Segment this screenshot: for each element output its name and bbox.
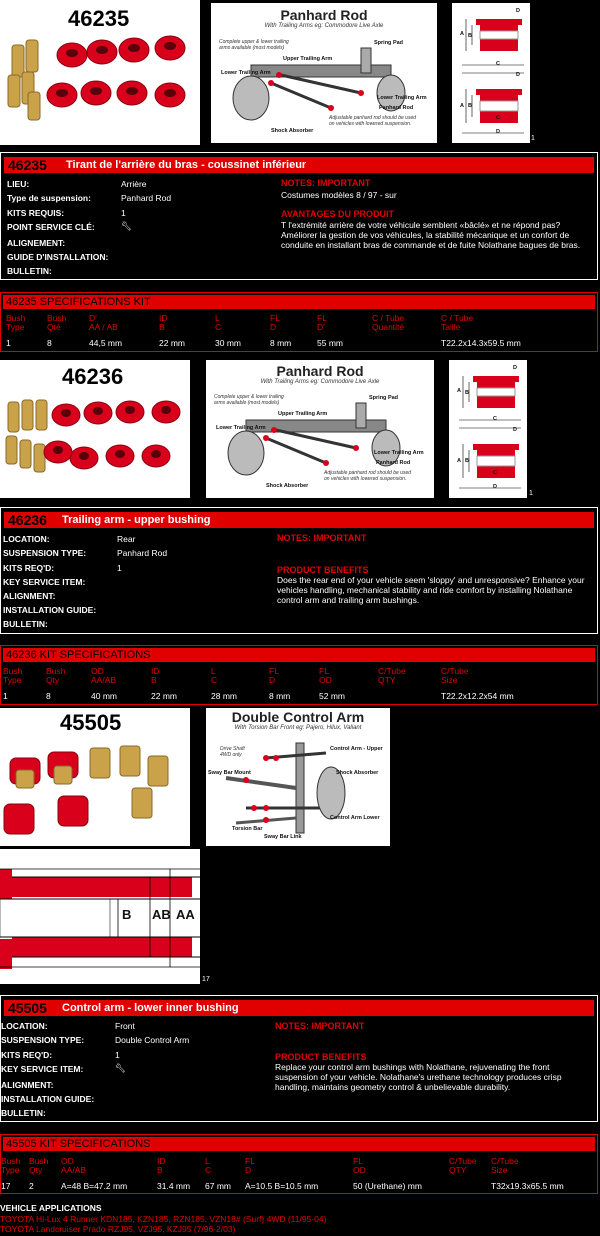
- spec-col-header-text: OD: [61, 1156, 74, 1166]
- spec-col-header-text: B: [151, 675, 157, 685]
- notes-heading: NOTES: IMPORTANT: [281, 178, 371, 188]
- spec-col-header-text: Bush: [46, 666, 66, 676]
- application-item[interactable]: TOYOTA Landcruiser Prado RZJ95, VZJ95, KZJ95 (7/96-2/03): [0, 1224, 236, 1234]
- spec-col-header-text: ID: [157, 1156, 166, 1166]
- spec-col-header-text: Qty: [46, 675, 60, 685]
- spec-col-header-text: Bush: [29, 1156, 49, 1166]
- spec-col-header-text: L: [211, 666, 216, 676]
- figure-number: 1: [531, 135, 535, 142]
- dim-label-a: A: [460, 31, 464, 37]
- figure-number: 17: [202, 976, 210, 983]
- bushing-dimension-figure: [449, 360, 527, 498]
- spec-col-header-text: Size: [441, 675, 458, 685]
- field-label: BULLETIN:: [7, 266, 52, 276]
- product-photo: [0, 0, 200, 145]
- spec-col-header-text: D': [89, 313, 97, 323]
- benefits-heading: PRODUCT BENEFITS: [277, 565, 369, 575]
- spec-col-header-text: C: [211, 675, 218, 685]
- dim-label-a: A: [457, 458, 461, 464]
- field-value: Panhard Rod: [121, 193, 172, 203]
- spec-value: A=48 B=47.2 mm: [61, 1181, 128, 1191]
- spec-col-header-text: AA / AB: [89, 322, 118, 332]
- spec-col-header-text: C / Tube: [441, 313, 474, 323]
- notes-text: Costumes modèles 8 / 97 - sur: [281, 190, 397, 200]
- spec-col-header-text: Bush: [1, 1156, 21, 1166]
- field-label: KEY SERVICE ITEM:: [3, 577, 86, 587]
- spec-col-header: [61, 1157, 86, 1175]
- field-label: SUSPENSION TYPE:: [3, 548, 87, 558]
- diagram-label: Upper Trailing Arm: [283, 56, 333, 62]
- spec-col-header-text: Qty: [29, 1165, 43, 1175]
- spec-col-header: [46, 667, 65, 685]
- dim-label-a: A: [457, 388, 461, 394]
- field-label: KITS REQ'D:: [3, 563, 55, 573]
- applications-heading: VEHICLE APPLICATIONS: [0, 1203, 102, 1213]
- field-label: POINT SERVICE CLÉ:: [7, 222, 95, 232]
- diagram-title: Double Control Arm: [231, 709, 365, 725]
- spec-value: 52 mm: [319, 691, 345, 701]
- benefits-text: Replace your control arm bushings with Nolathane, rejuvenating the front suspension of your vehicle. Nolathane's urethane technology produces crisp handling, maintains geometry control & unbelievable durability.: [275, 1062, 562, 1092]
- spec-col-header-text: D: [269, 675, 276, 685]
- spec-col-header: [317, 314, 327, 332]
- spec-value: 28 mm: [211, 691, 237, 701]
- dim-label-ab: AB: [152, 907, 171, 922]
- spec-col-header-text: Quantité: [372, 322, 405, 332]
- spec-col-header: [372, 314, 404, 332]
- spec-col-header-text: OD: [353, 1165, 366, 1175]
- spec-col-header: [3, 667, 22, 685]
- product-photo: [0, 708, 190, 846]
- field-value: 1: [117, 563, 122, 573]
- field-label: INSTALLATION GUIDE:: [1, 1094, 95, 1104]
- dim-label-d: D: [513, 427, 517, 433]
- spec-value: 2: [29, 1181, 34, 1191]
- diagram-label: Panhard Rod: [379, 105, 414, 111]
- spec-value: 8 mm: [269, 691, 291, 701]
- panel-title: Tirant de l'arrière du bras - coussinet inférieur: [66, 159, 307, 171]
- spec-col-header-text: C/Tube: [449, 1156, 477, 1166]
- panel-code: 45505: [8, 1000, 47, 1016]
- diagram-label: Shock Absorber: [266, 483, 309, 489]
- spec-table: [0, 292, 598, 352]
- bushing-dimension-figure: [0, 849, 200, 984]
- dim-label-b: B: [122, 907, 132, 922]
- spec-col-header-text: L: [205, 1156, 210, 1166]
- spec-col-header: [211, 667, 217, 685]
- diagram-label: Torsion Bar: [232, 826, 263, 832]
- diagram-note: Drive Shaft 4WD only: [220, 746, 245, 758]
- spec-col-header: [491, 1157, 519, 1175]
- spec-col-header-text: AA/AB: [91, 675, 117, 685]
- spec-value: A=10.5 B=10.5 mm: [245, 1181, 319, 1191]
- spec-value: 67 mm: [205, 1181, 231, 1191]
- diagram-label: Upper Trailing Arm: [278, 411, 328, 417]
- spec-heading: 46236 KIT SPECIFICATIONS: [3, 648, 595, 662]
- field-label: BULLETIN:: [3, 619, 48, 629]
- field-label: KEY SERVICE ITEM:: [1, 1064, 84, 1074]
- wrench-icon: 🔧︎: [115, 1063, 126, 1073]
- diagram-label: Spring Pad: [369, 395, 399, 401]
- spec-col-header-text: QTY: [449, 1165, 467, 1175]
- field-label: INSTALLATION GUIDE:: [3, 605, 97, 615]
- spec-col-header: [319, 667, 332, 685]
- field-label: KITS REQ'D:: [1, 1050, 53, 1060]
- spec-col-header-text: ID: [151, 666, 160, 676]
- dim-label-aa: AA: [176, 907, 195, 922]
- diagram-subtitle: With Torsion Bar Front eg: Pajero, Hilux, Valiant: [234, 725, 362, 731]
- spec-col-header: [151, 667, 160, 685]
- diagram-label: Spring Pad: [374, 40, 404, 46]
- spec-col-header: [378, 667, 406, 685]
- diagram-note: Complete upper & lower trailing arms available (most models): [219, 39, 289, 51]
- diagram-subtitle: With Trailing Arms eg: Commodore Live Axle: [260, 379, 380, 385]
- field-value: Panhard Rod: [117, 548, 168, 558]
- diagram-title: Panhard Rod: [276, 363, 364, 379]
- diagram-label: Lower Trailing Arm: [221, 70, 271, 76]
- benefits-text: Does the rear end of your vehicle seem 'sloppy' and unresponsive? Enhance your vehicles handling, mechanical stability and ride comfort by installing Nolathane control arm and trailing arm bushings.: [277, 575, 585, 605]
- figure-number: 1: [529, 490, 533, 497]
- suspension-diagram: [206, 708, 390, 846]
- spec-table: [0, 1134, 598, 1194]
- spec-col-header-text: OD: [91, 666, 104, 676]
- benefits-heading: AVANTAGES DU PRODUIT: [281, 209, 395, 219]
- spec-col-header-text: Size: [491, 1165, 508, 1175]
- product-photo: [0, 360, 190, 498]
- bushings-image: [0, 360, 190, 498]
- field-label: ALIGNEMENT:: [7, 238, 66, 248]
- field-label: Type de suspension:: [7, 193, 91, 203]
- spec-col-header: [157, 1157, 166, 1175]
- dim-label-a: A: [460, 103, 464, 109]
- diagram-subtitle: With Trailing Arms eg: Commodore Live Axle: [264, 23, 384, 29]
- notes-heading: NOTES: IMPORTANT: [277, 533, 367, 543]
- spec-col-header: [89, 314, 118, 332]
- spec-col-header: [159, 314, 168, 332]
- spec-table: [0, 645, 598, 705]
- spec-col-header-text: OD: [319, 675, 332, 685]
- spec-value: 44,5 mm: [89, 338, 123, 348]
- field-label: ALIGNMENT:: [1, 1080, 54, 1090]
- application-item[interactable]: TOYOTA Hi-Lux 4 Runner KDN185, KZN185, RZN185, VZN18# (Surf) 4WD (11/95-04): [0, 1214, 327, 1224]
- spec-col-header-text: FL: [269, 666, 279, 676]
- field-label: LOCATION:: [3, 534, 50, 544]
- field-value: Arrière: [121, 179, 147, 189]
- field-value: Double Control Arm: [115, 1035, 190, 1045]
- spec-value: 50 (Urethane) mm: [353, 1181, 422, 1191]
- spec-value: 30 mm: [215, 338, 241, 348]
- spec-col-header: [29, 1157, 48, 1175]
- panel-header: [4, 1000, 594, 1016]
- spec-col-header-text: AA/AB: [61, 1165, 87, 1175]
- diagram-label: Panhard Rod: [376, 460, 411, 466]
- spec-col-header-text: B: [157, 1165, 163, 1175]
- spec-col-header-text: C/Tube: [491, 1156, 519, 1166]
- panel-code: 46236: [8, 512, 47, 528]
- field-label: LOCATION:: [1, 1021, 48, 1031]
- field-label: LIEU:: [7, 179, 30, 189]
- notes-heading: NOTES: IMPORTANT: [275, 1021, 365, 1031]
- spec-col-header: [1, 1157, 20, 1175]
- field-value: Rear: [117, 534, 136, 544]
- spec-col-header: [245, 1157, 255, 1175]
- spec-heading: 46235 SPECIFICATIONS KIT: [3, 295, 595, 309]
- diagram-label: Sway Bar Link: [264, 834, 302, 840]
- benefits-text: T l'extrémité arrière de votre véhicule semblent «bâclé» et ne répond pas? Améliorer la gestion de vos véhicules, la stabilité mécanique et un confort de conduite en installant bras de commande et de fuite Nolathane bagues de bras.: [281, 220, 581, 250]
- spec-col-header-text: Bush: [3, 666, 23, 676]
- spec-col-header: [215, 314, 221, 332]
- panel-code: 46235: [8, 157, 47, 173]
- spec-col-header-text: FL: [245, 1156, 255, 1166]
- spec-col-header-text: Qté: [47, 322, 61, 332]
- field-label: ALIGNMENT:: [3, 591, 56, 601]
- spec-value: 22 mm: [159, 338, 185, 348]
- field-label: BULLETIN:: [1, 1108, 46, 1118]
- spec-value: 8: [46, 691, 51, 701]
- diagram-label: Sway Bar Mount: [208, 770, 251, 776]
- spec-col-header-text: C/Tube: [378, 666, 406, 676]
- spec-col-header-text: Bush: [6, 313, 26, 323]
- dim-label-b: B: [465, 390, 469, 396]
- spec-col-header: [6, 314, 25, 332]
- diagram-label: Shock Absorber: [336, 770, 379, 776]
- spec-col-header-text: Taille: [441, 322, 461, 332]
- product-code: 45505: [60, 710, 122, 735]
- spec-col-header-text: B: [159, 322, 165, 332]
- spec-col-header: [205, 1157, 211, 1175]
- spec-col-header-text: D': [317, 322, 325, 332]
- dim-label-c: C: [493, 416, 497, 422]
- dim-label-d: D: [516, 8, 520, 14]
- spec-value: 31.4 mm: [157, 1181, 191, 1191]
- bushings-image: [0, 0, 200, 145]
- diagram-label: Shock Absorber: [271, 128, 314, 134]
- product-code: 46235: [68, 6, 130, 31]
- dim-label-c: C: [496, 115, 500, 121]
- spec-col-header-text: Type: [1, 1165, 20, 1175]
- spec-col-header-text: D: [245, 1165, 252, 1175]
- product-info-panel: [0, 995, 598, 1122]
- spec-value: 1: [3, 691, 8, 701]
- diagram-label: Control Arm - Upper: [330, 746, 383, 752]
- spec-col-header-text: D: [270, 322, 277, 332]
- bushings-image: [0, 708, 190, 846]
- dim-label-d: D: [493, 484, 497, 490]
- spec-col-header-text: L: [215, 313, 220, 323]
- spec-value: T32x19.3x65.5 mm: [491, 1181, 564, 1191]
- panel-title: Trailing arm - upper bushing: [62, 514, 211, 526]
- diagram-note: Adjustable panhard rod should be used on vehicles with lowered suspension.: [329, 115, 417, 127]
- suspension-diagram: [211, 3, 437, 143]
- dim-label-d: D: [496, 129, 500, 135]
- spec-col-header-text: C/Tube: [441, 666, 469, 676]
- field-label: SUSPENSION TYPE:: [1, 1035, 85, 1045]
- spec-value: 17: [1, 1181, 11, 1191]
- spec-col-header-text: QTY: [378, 675, 396, 685]
- suspension-diagram: [206, 360, 434, 498]
- field-value: 1: [115, 1050, 120, 1060]
- spec-col-header-text: C: [215, 322, 222, 332]
- spec-col-header-text: Type: [3, 675, 22, 685]
- spec-value: 22 mm: [151, 691, 177, 701]
- dim-label-c: C: [493, 470, 497, 476]
- spec-col-header: [353, 1157, 366, 1175]
- diagram-note: Adjustable panhard rod should be used on vehicles with lowered suspension.: [324, 470, 412, 482]
- spec-col-header: [441, 667, 469, 685]
- panel-header: [4, 512, 594, 528]
- product-info-panel: [0, 507, 598, 634]
- spec-col-header: [449, 1157, 477, 1175]
- diagram-title: Panhard Rod: [280, 7, 368, 23]
- field-value: 1: [121, 208, 126, 218]
- spec-col-header-text: C: [205, 1165, 212, 1175]
- diagram-note: Complete upper & lower trailing arms available (most models): [214, 394, 284, 406]
- diagram-label: Lower Trailing Arm: [377, 95, 427, 101]
- spec-col-header: [91, 667, 116, 685]
- spec-value: 1: [6, 338, 11, 348]
- field-label: GUIDE D'INSTALLATION:: [7, 252, 109, 262]
- field-value: Front: [115, 1021, 135, 1031]
- spec-value: 8 mm: [270, 338, 292, 348]
- spec-col-header-text: FL: [319, 666, 329, 676]
- product-info-panel: [0, 152, 598, 280]
- panel-title: Control arm - lower inner bushing: [62, 1002, 239, 1014]
- spec-col-header: [441, 314, 473, 332]
- spec-col-header-text: Type: [6, 322, 25, 332]
- spec-col-header-text: FL: [317, 313, 327, 323]
- dim-label-d: D: [516, 72, 520, 78]
- diagram-label: Lower Trailing Arm: [216, 425, 266, 431]
- field-label: KITS REQUIS:: [7, 208, 65, 218]
- spec-col-header-text: ID: [159, 313, 168, 323]
- benefits-heading: PRODUCT BENEFITS: [275, 1052, 367, 1062]
- spec-col-header-text: FL: [353, 1156, 363, 1166]
- dim-label-b: B: [465, 458, 469, 464]
- spec-col-header-text: Bush: [47, 313, 67, 323]
- dim-label-d: D: [513, 365, 517, 371]
- panel-header: [4, 157, 594, 173]
- spec-col-header: [270, 314, 280, 332]
- spec-value: 55 mm: [317, 338, 343, 348]
- spec-value: T22.2x14.3x59.5 mm: [441, 338, 521, 348]
- bushing-dimension-figure: [452, 3, 530, 143]
- spec-col-header-text: C / Tube: [372, 313, 405, 323]
- wrench-icon: 🔧︎: [121, 221, 132, 231]
- dim-label-b: B: [468, 103, 472, 109]
- spec-value: 40 mm: [91, 691, 117, 701]
- spec-col-header: [47, 314, 66, 332]
- dim-label-b: B: [468, 33, 472, 39]
- diagram-label: Lower Trailing Arm: [374, 450, 424, 456]
- dim-label-c: C: [496, 61, 500, 67]
- spec-col-header: [269, 667, 279, 685]
- spec-col-header-text: FL: [270, 313, 280, 323]
- spec-heading: 45505 KIT SPECIFICATIONS: [3, 1137, 595, 1151]
- spec-value: 8: [47, 338, 52, 348]
- product-code: 46236: [62, 364, 124, 389]
- diagram-label: Control Arm Lower: [330, 815, 380, 821]
- spec-value: T22.2x12.2x54 mm: [441, 691, 514, 701]
